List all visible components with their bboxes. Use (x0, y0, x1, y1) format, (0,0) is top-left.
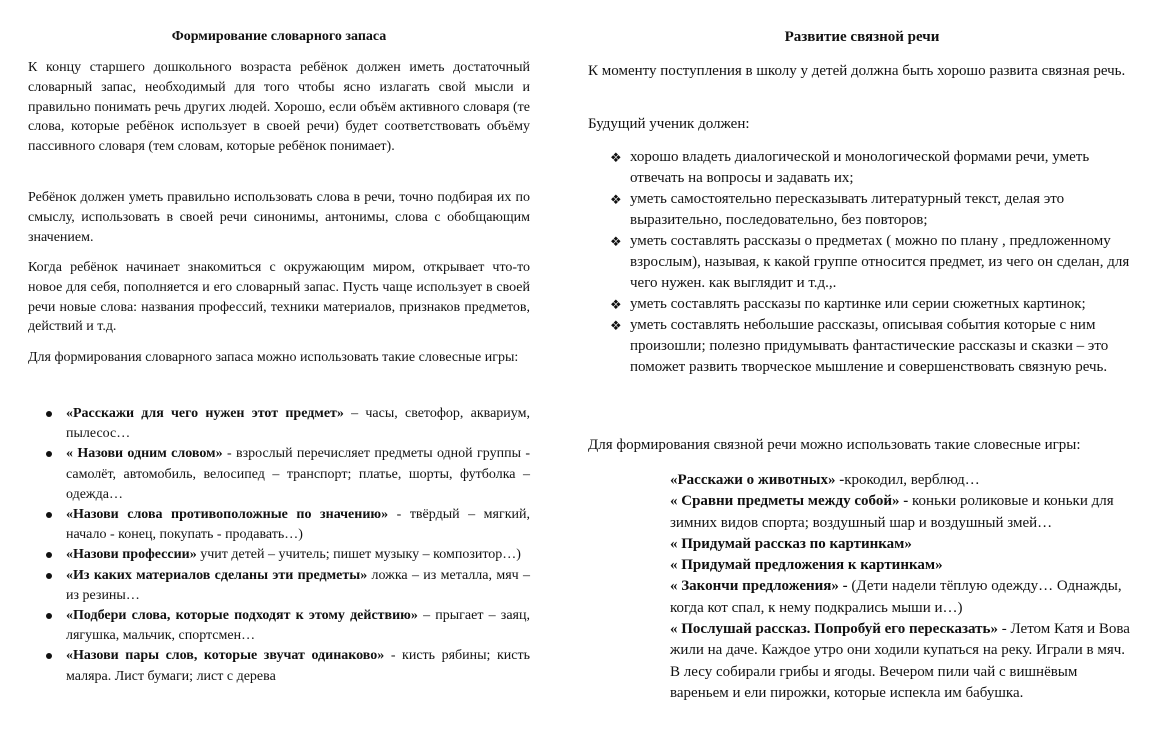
list-item: «Расскажи для чего нужен этот предмет» – часы, светофор, аквариум, пылесос… (28, 404, 530, 444)
speech-games-list (670, 470, 1132, 704)
list-item: ❖ уметь составлять рассказы о предметах ( можно по плану , предложенному взрослым), называя, к какой группе относится предмет, из чего он сделан, для чего нужен. как выглядит и т.д.,. (610, 233, 1130, 291)
list-item: ❖ хорошо владеть диалогической и монологической формами речи, уметь отвечать на вопросы и задавать их; (610, 149, 1090, 186)
list-item: ❖ уметь составлять рассказы по картинке или серии сюжетных картинок; (588, 294, 1136, 315)
list-item: «Расскажи о животных» -крокодил, верблюд… (670, 472, 980, 488)
vocabulary-games-list (28, 404, 530, 687)
left-paragraph-1: К концу старшего дошкольного возраста ребёнок должен иметь достаточный словарный запас, необходимый для того чтобы ясно излагать свой мысли и правильно понимать речь других людей. Хорошо, если объём активного словаря (те слова, которые ребёнок использует в своей речи) будет соответствовать объёму пассивного словаря (тем словам, которые ребёнок понимает). (28, 60, 530, 155)
left-paragraph-3: Когда ребёнок начинает знакомиться с окружающим миром, открывает что-то новое для себя, пополняется и его словарный запас. Пусть чаще использует в своей речи новые слова: названия профессий, техники материалов, признаков предметов, действий и т.д. (28, 260, 530, 335)
skills-list (588, 147, 1136, 378)
right-intro: К моменту поступления в школу у детей должна быть хорошо развита связная речь. (588, 63, 1126, 79)
list-item: «Подбери слова, которые подходят к этому действию» – прыгает – заяц, лягушка, мальчик, спортсмен… (28, 606, 530, 646)
list-item: « Послушай рассказ. Попробуй его пересказать» - Летом Катя и Вова жили на даче. Каждое утро они ходили купаться на реку. Играли в мяч. В лесу собирали грибы и ягоды. Вечером пили чай с вишнёвым вареньем и ели пирожки, которые испекла им бабушка. (670, 621, 1130, 701)
list-item: ❖ уметь самостоятельно пересказывать литературный текст, делая это выразительно, последовательно, без повторов; (610, 191, 1065, 228)
list-item: « Придумай рассказ по картинкам» (670, 535, 912, 552)
left-title: Формирование словарного запаса (171, 29, 387, 44)
diamond-bullet-icon: ❖ (610, 318, 622, 333)
left-paragraph-2: Ребёнок должен уметь правильно использовать слова в речи, точно подбирая их по смыслу, использовать в своей речи синонимы, антонимы, слова с обобщающим значением. (28, 190, 530, 245)
list-item: ❖ уметь составлять небольшие рассказы, описывая события которые с ним произошли; полезно придумывать фантастические рассказы и сказки – это поможет развить творческое мышление и совершенствовать связную речь. (610, 317, 1109, 375)
right-title: Развитие связной речи (784, 29, 940, 45)
right-lead: Будущий ученик должен: (588, 116, 750, 132)
list-item: «Из каких материалов сделаны эти предметы» ложка – из металла, мяч – из резины… (28, 566, 530, 606)
diamond-bullet-icon: ❖ (610, 150, 622, 165)
diamond-bullet-icon: ❖ (610, 297, 622, 312)
list-item: « Придумай предложения к картинкам» (670, 557, 943, 574)
list-item: « Закончи предложения» - (Дети надели тёплую одежду… Однажды, когда кот спал, к нему подкрались мыши и…) (670, 578, 1122, 616)
right-games-lead: Для формирования связной речи можно использовать такие словесные игры: (588, 437, 1081, 453)
list-item: «Назови пары слов, которые звучат одинаково» - кисть рябины; кисть маляра. Лист бумаги; лист с дерева (28, 646, 530, 686)
left-paragraph-4: Для формирования словарного запаса можно использовать такие словесные игры: (28, 350, 519, 365)
diamond-bullet-icon: ❖ (610, 192, 622, 207)
list-item: « Сравни предметы между собой» - коньки роликовые и коньки для зимних видов спорта; воздушный шар и воздушный змей… (670, 493, 1114, 531)
list-item: «Назови профессии» учит детей – учитель; пишет музыку – композитор…) (28, 545, 530, 565)
diamond-bullet-icon: ❖ (610, 234, 622, 249)
list-item: «Назови слова противоположные по значению» - твёрдый – мягкий, начало - конец, покупать - продавать…) (28, 505, 530, 545)
list-item: « Назови одним словом» - взрослый перечисляет предметы одной группы - самолёт, автомобиль, велосипед – транспорт; платье, шорты, футболка – одежда… (28, 444, 530, 505)
